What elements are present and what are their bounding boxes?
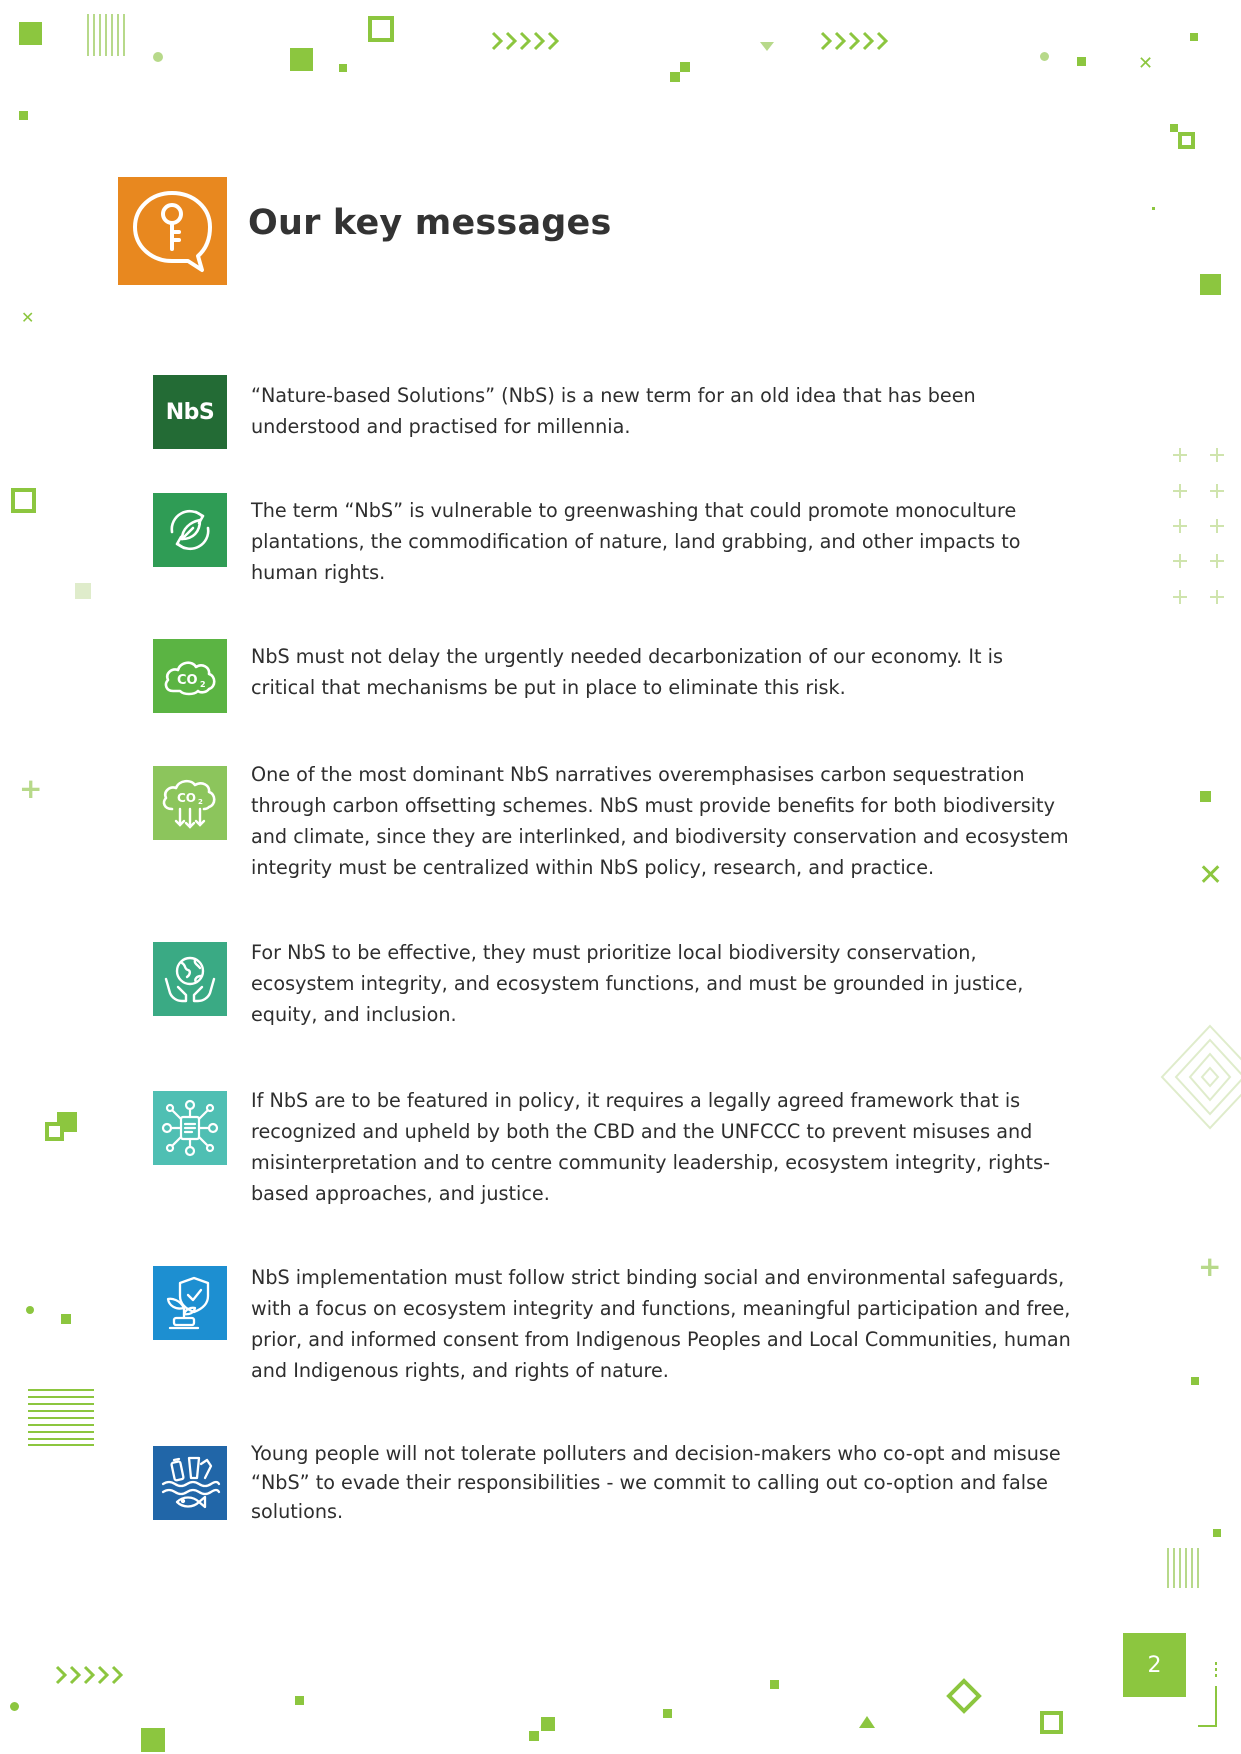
decor-square (1152, 207, 1155, 210)
decor-cross: ✕ (21, 308, 35, 327)
co2-cloud-icon (153, 639, 227, 713)
key-message-text: Young people will not tolerate polluters and decision-makers who co-opt and misuse “NbS” to evade their responsibilities - we commit to calling out co-option and false solutions. (251, 1442, 1061, 1523)
nbs-logo-label: NbS (165, 399, 215, 425)
shield-plant-icon (153, 1266, 227, 1340)
decor-square (1200, 791, 1211, 802)
decor-plus: + (19, 772, 43, 805)
decor-square (1200, 274, 1221, 295)
decor-square (529, 1731, 539, 1741)
decor-square (680, 62, 690, 72)
key-message-text: The term “NbS” is vulnerable to greenwashing that could promote monoculture plantations, the commodification of nature, land grabbing, and other impacts to human rights. (251, 499, 1021, 584)
decor-cross: ✕ (1198, 858, 1224, 893)
decor-square-outline (45, 1122, 64, 1141)
decor-dot (1040, 52, 1049, 61)
leaf-recycle-icon (153, 493, 227, 567)
decor-square (295, 1696, 304, 1705)
svg-text:2: 2 (200, 680, 206, 689)
key-message-text: NbS implementation must follow strict binding social and environmental safeguards, with a focus on ecosystem integrity and functions, meaningful participation and free, prior, and informed consent from Indigenous Peoples and Local Communities, human and Indigenous rights, and rights of nature. (251, 1266, 1071, 1382)
decor-square (75, 583, 91, 599)
hands-globe-icon (153, 942, 227, 1016)
decor-dot (26, 1306, 34, 1314)
decor-diamond (946, 1678, 982, 1714)
key-message-text: If NbS are to be featured in policy, it requires a legally agreed framework that is recognized and upheld by both the CBD and the UNFCCC to prevent misuses and misinterpretation and to centre community leadership, ecosystem integrity, rights-based approaches, and justice. (251, 1089, 1051, 1205)
key-message-text: For NbS to be effective, they must prioritize local biodiversity conservation, ecosystem integrity, and ecosystem functions, and must be grounded in justice, equity, and inclusion. (251, 941, 1024, 1026)
decor-square (663, 1709, 672, 1718)
ocean-pollution-icon (153, 1446, 227, 1520)
decor-square (19, 111, 28, 120)
decor-square-outline (1040, 1711, 1063, 1734)
decor-cross: ✕ (1138, 53, 1154, 74)
svg-text:CO: CO (177, 791, 197, 805)
decor-square (339, 64, 347, 72)
decor-triangle (760, 42, 774, 52)
decor-chevrons (491, 30, 565, 52)
decor-square (541, 1717, 555, 1731)
decor-square (19, 22, 42, 45)
decor-diamond (1158, 1022, 1241, 1132)
decor-triangle (859, 1716, 875, 1728)
decor-vertical-lines (86, 14, 126, 56)
decor-square (1191, 1377, 1199, 1385)
decor-square (1213, 1529, 1221, 1537)
co2-cloud-sequestration-icon (153, 766, 227, 840)
key-message-text: NbS must not delay the urgently needed decarbonization of our economy. It is critical that mechanisms be put in place to eliminate this risk. (251, 645, 1003, 699)
decor-square-outline (368, 16, 394, 42)
decor-dot (10, 1702, 19, 1711)
decor-chevrons (820, 30, 894, 52)
decor-dot (153, 52, 163, 62)
page-title: Our key messages (248, 203, 612, 243)
decor-chevrons (55, 1664, 129, 1686)
decor-square (141, 1728, 165, 1752)
decor-vertical-lines (1166, 1548, 1204, 1588)
decor-square (290, 48, 313, 71)
decor-square (670, 72, 680, 82)
decor-square (1190, 33, 1198, 41)
network-framework-icon (153, 1091, 227, 1165)
decor-square-outline (1178, 132, 1195, 149)
decor-horizontal-lines (28, 1388, 94, 1446)
decor-square-outline (11, 488, 36, 513)
decor-plus-grid (1170, 446, 1230, 608)
svg-text:2: 2 (198, 798, 203, 806)
key-message-text: “Nature-based Solutions” (NbS) is a new term for an old idea that has been understood and practised for millennia. (251, 384, 976, 438)
decor-square (1077, 57, 1086, 66)
page-number: 2 (1123, 1633, 1186, 1697)
decor-corner-bracket (1198, 1662, 1218, 1728)
nbs-logo-icon (153, 375, 227, 449)
decor-square (61, 1314, 71, 1324)
svg-text:CO: CO (177, 673, 198, 688)
decor-plus: + (1198, 1250, 1222, 1283)
decor-square (770, 1680, 779, 1689)
key-speech-bubble-icon (118, 177, 227, 285)
decor-square (1170, 124, 1178, 132)
key-message-text: One of the most dominant NbS narratives overemphasises carbon sequestration through carbon offsetting schemes. NbS must provide benefits for both biodiversity and climate, since they are interlinked, and biodiversity conservation and ecosystem integrity must be centralized within NbS policy, research, and practice. (251, 763, 1069, 879)
